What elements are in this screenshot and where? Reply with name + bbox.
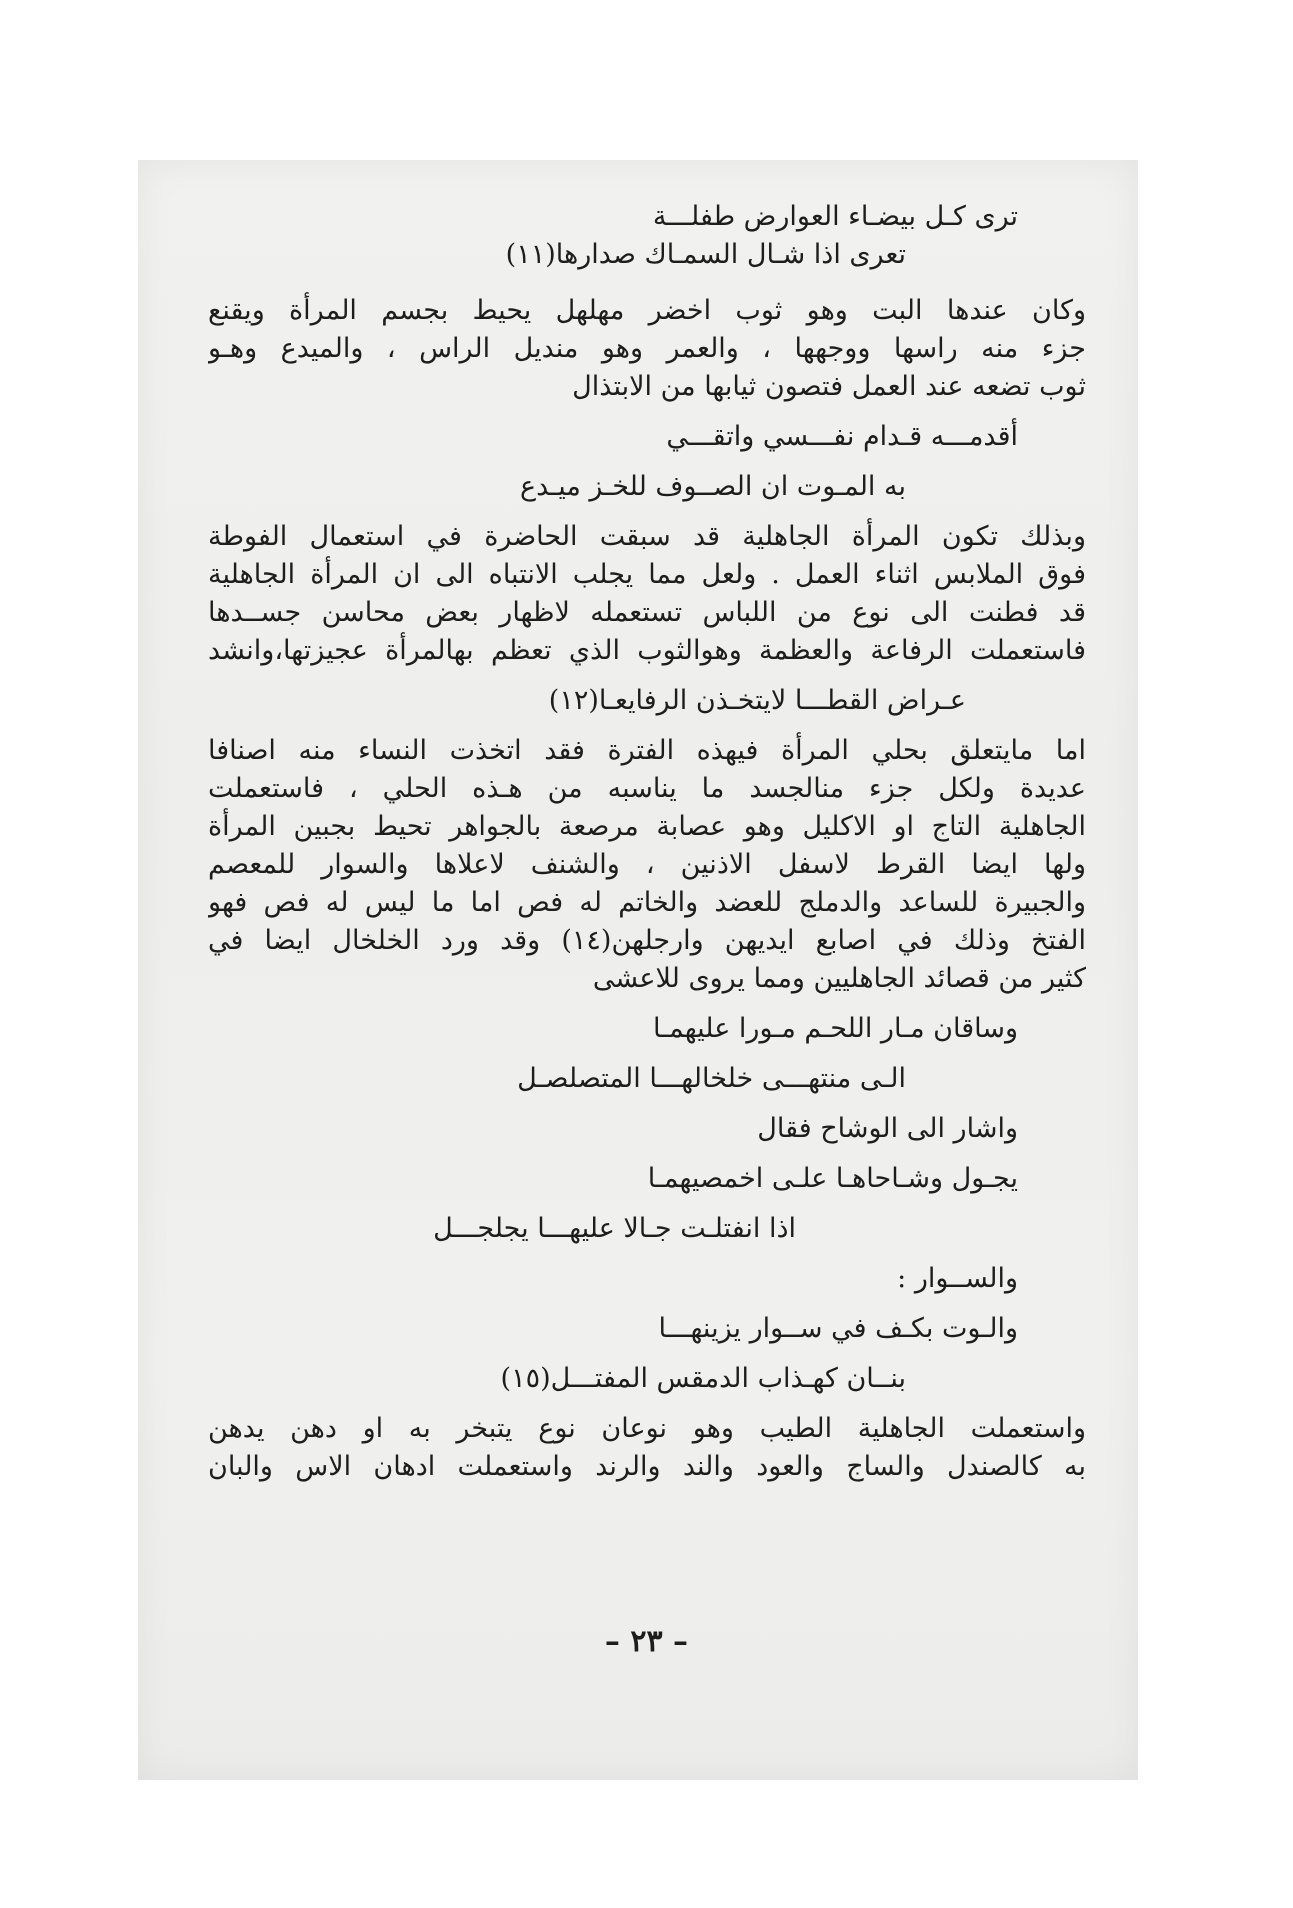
paragraph-line: ثوب تضعه عند العمل فتصون ثيابها من الابتذال [572, 371, 1086, 402]
verse-line: يجـول وشـاحاهـا علـى اخمصيهمـا [647, 1163, 1018, 1194]
verse-line: وساقان مـار اللحـم مـورا عليهمـا [652, 1013, 1018, 1044]
verse-line: ترى كـل بيضـاء العوارض طفلـــة [652, 201, 1018, 232]
verse-line: والـوت بكـف في ســوار يزينهـــا [658, 1313, 1018, 1344]
verse-line: الـى منتهـــى خلخالهـــا المتصلصـل [517, 1063, 906, 1094]
document-body [208, 198, 1086, 1486]
verse-line: اذا انفتلـت جـالا عليهـــا يجلجـــل [433, 1213, 796, 1244]
verse-line: عـراض القطـــا لايتخـذن الرفايعـا(١٢) [548, 685, 966, 716]
verse-line: واشار الى الوشاح فقال [757, 1113, 1018, 1144]
page-number: – ٢٣ – [604, 1624, 689, 1659]
paragraph-line: الفتخ وذلك في اصابع ايديهن وارجلهن(١٤) وقد ورد الخلخال ايضا في [208, 925, 1086, 956]
paragraph-line: اما مايتعلق بحلي المرأة فيهذه الفترة فقد اتخذت النساء منه اصنافا [208, 735, 1086, 766]
paragraph-line: واستعملت الجاهلية الطيب وهو نوعان نوع يتبخر به او دهن يدهن [208, 1413, 1086, 1444]
paragraph-line: وبذلك تكون المرأة الجاهلية قد سبقت الحاضرة في استعمال الفوطة [208, 521, 1086, 552]
verse-line: بنــان كهـذاب الدمقس المفتـــل(١٥) [500, 1363, 906, 1394]
verse-line: به المـوت ان الصــوف للخـز ميـدع [520, 471, 906, 502]
paragraph-line: ولها ايضا القرط لاسفل الاذنين ، والشنف لاعلاها والسوار للمعصم [208, 849, 1086, 880]
verse-line: والســوار : [897, 1263, 1018, 1294]
paragraph-line: الجاهلية التاج او الاكليل وهو عصابة مرصعة بالجواهر تحيط بجبين المرأة [208, 811, 1086, 842]
paragraph-line: كثير من قصائد الجاهليين ومما يروى للاعشى [592, 963, 1086, 994]
paragraph-line: جزء منه راسها ووجهها ، والعمر وهو منديل الراس ، والميدع وهـو [208, 333, 1086, 364]
paragraph-line: فاستعملت الرفاعة والعظمة وهوالثوب الذي تعظم بهالمرأة عجيزتها،وانشد [208, 635, 1086, 666]
paragraph-line: قد فطنت الى نوع من اللباس تستعمله لاظهار بعض محاسن جســدها [208, 597, 1086, 628]
paragraph-line: وكان عندها البت وهو ثوب اخضر مهلهل يحيط بجسم المرأة ويقنع [208, 295, 1086, 326]
verse-line: تعرى اذا شـال السمـاك صدارها(١١) [505, 239, 906, 270]
paragraph-line: عديدة ولكل جزء منالجسد ما يناسبه من هـذه الحلي ، فاستعملت [208, 773, 1086, 804]
paragraph-line: به كالصندل والساج والعود والند والرند واستعملت ادهان الاس والبان [208, 1451, 1086, 1482]
paragraph-line: فوق الملابس اثناء العمل . ولعل مما يجلب الانتباه الى ان المرأة الجاهلية [208, 559, 1086, 590]
paragraph-line: والجبيرة للساعد والدملج للعضد والخاتم له فص اما ما ليس له فص فهو [208, 887, 1086, 918]
verse-line: أقدمـــه قـدام نفـــسي واتقـــي [666, 421, 1018, 452]
